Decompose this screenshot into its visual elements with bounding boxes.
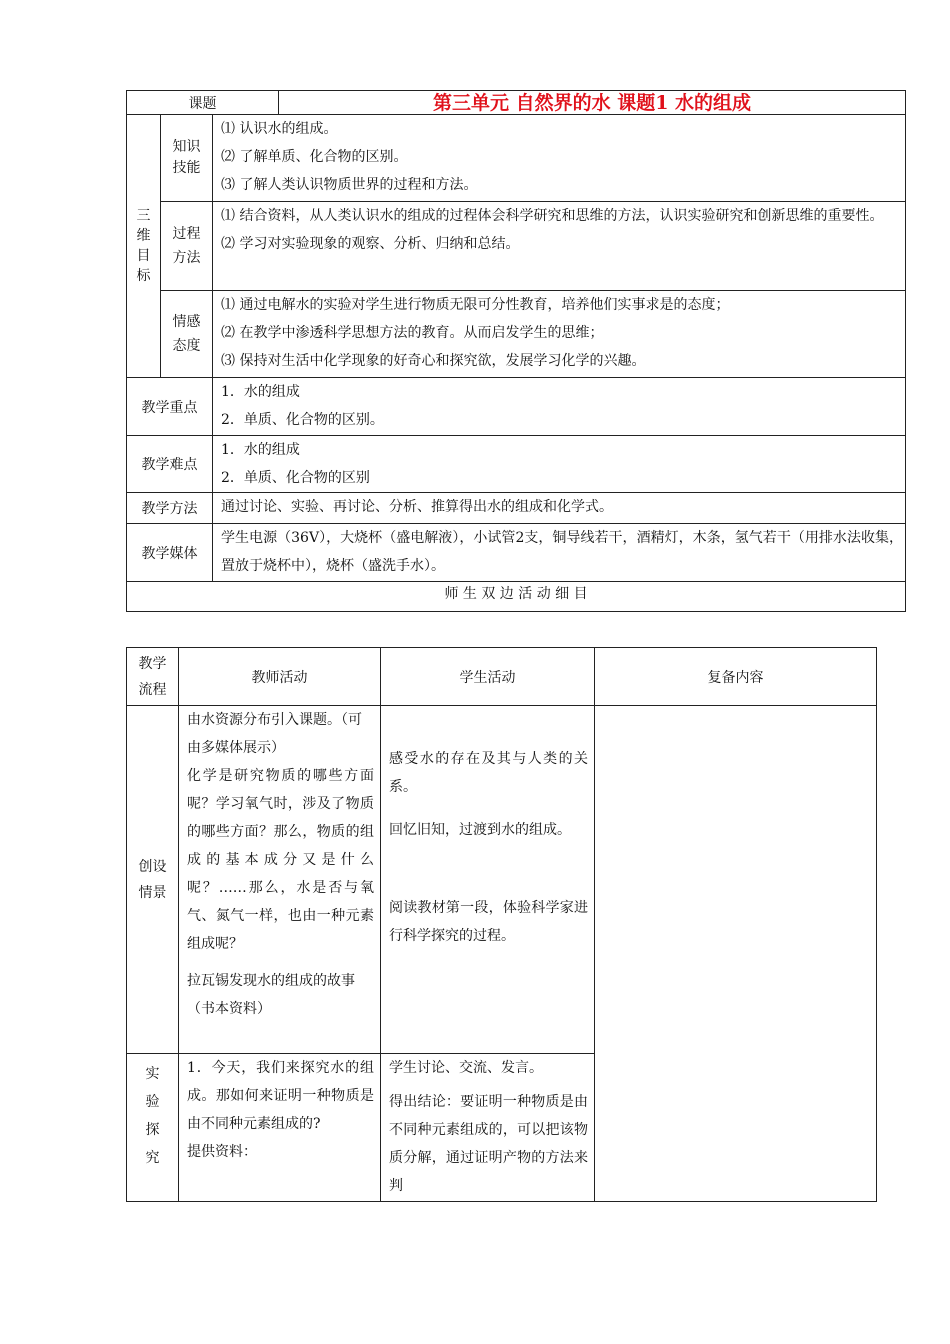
key-point-item: 2．单质、化合物的区别。: [221, 412, 384, 428]
flow-header-cell: [127, 648, 179, 706]
goals-label-cell: [127, 115, 161, 378]
student-activity-cell: [381, 706, 595, 1054]
emotion-label: 情感态度: [172, 314, 201, 354]
student-activity-text: 阅读教材第一段，体验科学家进行科学探究的过程。: [389, 900, 588, 944]
key-points-label-cell: [127, 378, 213, 436]
knowledge-items: [213, 115, 906, 202]
emotion-item: ⑵ 在教学中渗透科学思想方法的教育。从而启发学生的思维；: [221, 325, 604, 341]
lesson-plan-table: [126, 90, 906, 612]
student-activity-cell: [381, 1054, 595, 1202]
knowledge-label: 知识技能: [172, 139, 201, 176]
student-header: 学生活动: [459, 669, 516, 686]
teacher-activity-cell: [179, 706, 381, 1054]
flow-table: [126, 647, 877, 1202]
flow-header: 教学流程: [138, 655, 167, 698]
teacher-header-cell: [179, 648, 381, 706]
key-points-label: 教学重点: [141, 399, 198, 416]
lesson-title: 第三单元 自然界的水 课题1 水的组成: [432, 91, 752, 114]
teacher-activity-text: 化学是研究物质的哪些方面呢？学习氧气时，涉及了物质的哪些方面？那么，物质的组成的基本成分又是什么呢？……那么，水是否与氧气、氮气一样，也由一种元素组成呢？: [187, 768, 374, 952]
student-activity-text: 学生讨论、交流、发言。: [389, 1060, 543, 1076]
topic-label-cell: [127, 91, 279, 115]
teacher-activity-text: 1．今天，我们来探究水的组成。那如何来证明一种物质是由不同种元素组成的?: [187, 1060, 374, 1132]
process-item: ⑴ 结合资料，从人类认识水的组成的过程体会科学研究和思维的方法，认识实验研究和创新思维的重要性。: [221, 208, 884, 224]
emotion-label-cell: [161, 291, 213, 378]
method-label: 教学方法: [141, 501, 198, 517]
goals-label: 三维目标: [136, 208, 151, 284]
key-points-items: [213, 378, 906, 436]
process-label-cell: [161, 202, 213, 291]
student-activity-text: 回忆旧知，过渡到水的组成。: [389, 822, 571, 838]
knowledge-item: ⑵ 了解单质、化合物的区别。: [221, 149, 408, 165]
review-content-cell: [595, 706, 877, 1202]
emotion-item: ⑴ 通过电解水的实验对学生进行物质无限可分性教育，培养他们实事求是的态度；: [221, 297, 730, 313]
key-point-item: 1．水的组成: [221, 384, 300, 400]
student-activity-text: 得出结论：要证明一种物质是由不同种元素组成的，可以把该物质分解，通过证明产物的方法来判: [389, 1094, 588, 1194]
difficulties-items: [213, 436, 906, 493]
process-item: ⑵ 学习对实验现象的观察、分析、归纳和总结。: [221, 236, 520, 252]
process-items: [213, 202, 906, 291]
teacher-activity-cell: [179, 1054, 381, 1202]
topic-label: 课题: [188, 95, 217, 112]
media-text-cell: [213, 524, 906, 582]
activities-heading: 师 生 双 边 活 动 细 目: [444, 586, 588, 602]
method-text: 通过讨论、实验、再讨论、分析、推算得出水的组成和化学式。: [221, 499, 613, 515]
teacher-activity-text: 提供资料：: [187, 1144, 257, 1160]
review-header: 复备内容: [707, 669, 764, 686]
emotion-items: [213, 291, 906, 378]
teacher-header: 教师活动: [251, 669, 308, 686]
teacher-activity-text: 由水资源分布引入课题。（可由多媒体展示）: [187, 712, 362, 756]
knowledge-label-cell: [161, 115, 213, 202]
activities-heading-cell: [127, 582, 906, 612]
difficulty-item: 2．单质、化合物的区别: [221, 470, 370, 486]
media-label-cell: [127, 524, 213, 582]
knowledge-item: ⑶ 了解人类认识物质世界的过程和方法。: [221, 177, 478, 193]
knowledge-item: ⑴ 认识水的组成。: [221, 121, 338, 137]
difficulties-label-cell: [127, 436, 213, 493]
review-header-cell: [595, 648, 877, 706]
method-text-cell: [213, 493, 906, 524]
media-label: 教学媒体: [141, 545, 198, 562]
student-header-cell: [381, 648, 595, 706]
student-activity-text: 感受水的存在及其与人类的关系。: [389, 751, 588, 795]
stage-label: 实验探究: [145, 1066, 160, 1166]
stage-cell: [127, 706, 179, 1054]
method-label-cell: [127, 493, 213, 524]
teacher-activity-text: 拉瓦锡发现水的组成的故事（书本资料）: [187, 973, 355, 1017]
difficulties-label: 教学难点: [141, 457, 198, 473]
topic-title-cell: [279, 91, 906, 115]
difficulty-item: 1．水的组成: [221, 442, 300, 458]
stage-label: 创设情景: [138, 858, 167, 901]
media-text: 学生电源（36V），大烧杯（盛电解液），小试管2支，铜导线若干，酒精灯，木条，氢气若干（用排水法收集，置放于烧杯中），烧杯（盛洗手水）。: [221, 530, 904, 574]
emotion-item: ⑶ 保持对生活中化学现象的好奇心和探究欲，发展学习化学的兴趣。: [221, 353, 646, 369]
process-label: 过程方法: [172, 226, 201, 266]
stage-cell: [127, 1054, 179, 1202]
